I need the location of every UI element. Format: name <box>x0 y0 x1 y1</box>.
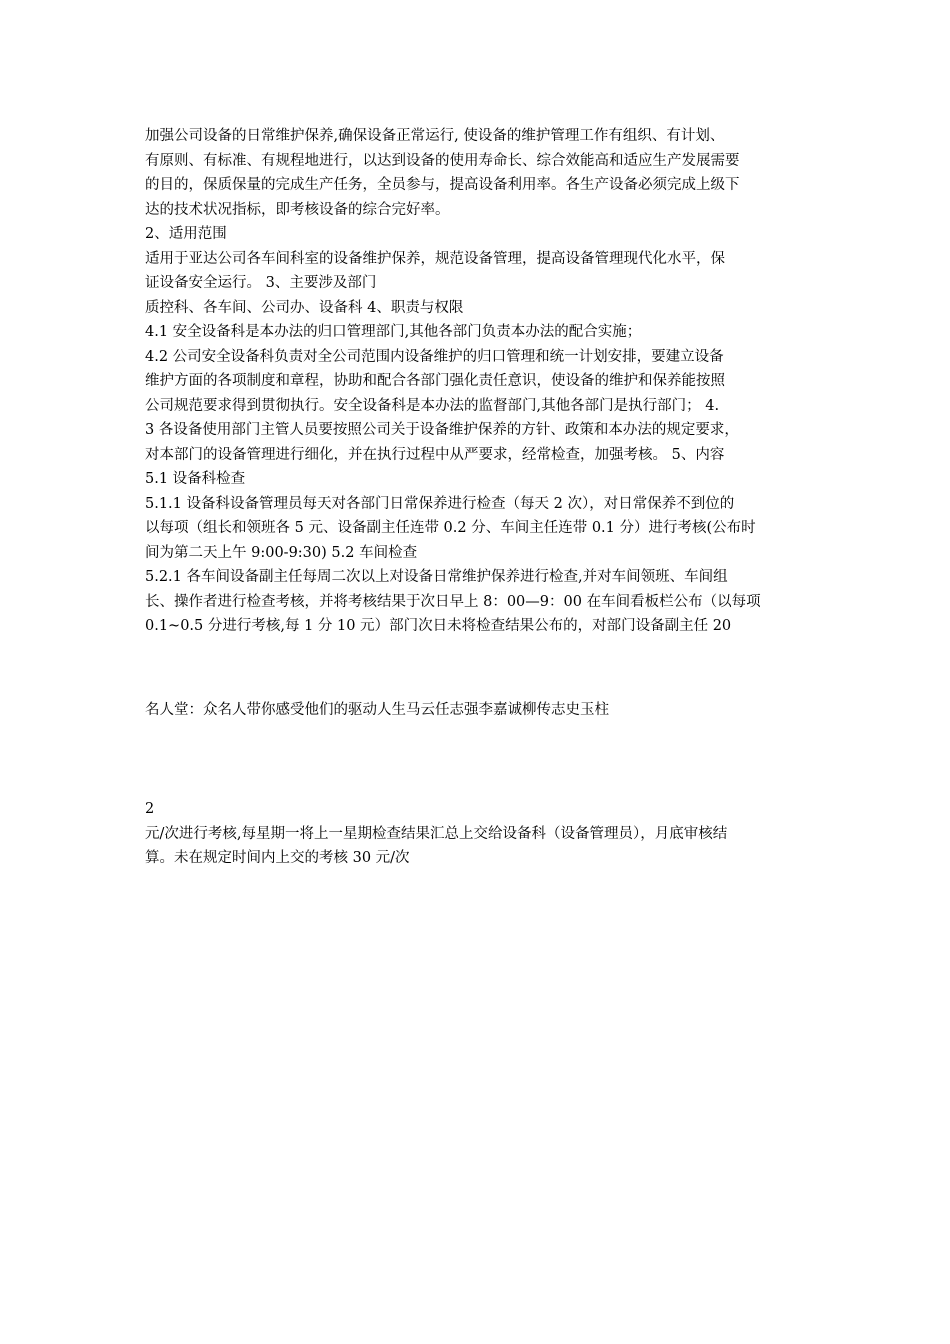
main-text-block <box>145 124 815 639</box>
text-line: 5.2.1 各车间设备副主任每周二次以上对设备日常维护保养进行检查,并对车间领班、车间组 <box>145 569 728 585</box>
text-line: 对本部门的设备管理进行细化，并在执行过程中从严要求，经常检查，加强考核。 5、内容 <box>145 446 725 463</box>
text-line: 达的技术状况指标，即考核设备的综合完好率。 <box>145 201 450 218</box>
text-line: 元/次进行考核,每星期一将上一星期检查结果汇总上交给设备科（设备管理员），月底审核结 <box>145 825 728 842</box>
text-line: 0.1~0.5 分进行考核,每 1 分 10 元）部门次日未将检查结果公布的，对部门设备副主任 20 <box>145 618 732 634</box>
text-line: 间为第二天上午 9:00-9:30) 5.2 车间检查 <box>145 544 418 561</box>
famous-people-line: 名人堂：众名人带你感受他们的驱动人生马云任志强李嘉诚柳传志史玉柱 <box>145 702 609 718</box>
famous-people-line-block <box>145 698 815 723</box>
text-line: 证设备安全运行。 3、主要涉及部门 <box>145 275 377 291</box>
text-line: 4.1 安全设备科是本办法的归口管理部门,其他各部门负责本办法的配合实施； <box>145 324 642 340</box>
text-line: 质控科、各车间、公司办、设备科 4、职责与权限 <box>145 299 464 316</box>
text-line: 以每项（组长和领班各 5 元、设备副主任连带 0.2 分、车间主任连带 0.1 分）进行考核(公布时 <box>145 520 756 536</box>
text-line: 5.1.1 设备科设备管理员每天对各部门日常保养进行检查（每天 2 次），对日常保养不到位的 <box>145 495 735 512</box>
text-line: 长、操作者进行检查考核，并将考核结果于次日早上 8：00—9：00 在车间看板栏公布（以每项 <box>145 593 761 610</box>
text-line: 加强公司设备的日常维护保养,确保设备正常运行, 使设备的维护管理工作有组织、有计划、 <box>145 128 725 144</box>
text-line: 适用于亚达公司各车间科室的设备维护保养，规范设备管理，提高设备管理现代化水平，保 <box>145 250 725 267</box>
text-line: 公司规范要求得到贯彻执行。安全设备科是本办法的监督部门,其他各部门是执行部门； 4. <box>145 397 720 414</box>
text-line: 算。未在规定时间内上交的考核 30 元/次 <box>145 850 410 866</box>
continuation-block <box>145 797 815 871</box>
section-heading: 5.1 设备科检查 <box>145 471 246 487</box>
page-number: 2 <box>145 801 155 817</box>
text-line: 有原则、有标准、有规程地进行，以达到设备的使用寿命长、综合效能高和适应生产发展需要 <box>145 152 740 169</box>
section-heading: 2、适用范围 <box>145 226 227 242</box>
text-line: 3 各设备使用部门主管人员要按照公司关于设备维护保养的方针、政策和本办法的规定要求， <box>145 422 739 438</box>
text-line: 的目的，保质保量的完成生产任务，全员参与，提高设备利用率。各生产设备必须完成上级下 <box>145 177 740 193</box>
text-line: 4.2 公司安全设备科负责对全公司范围内设备维护的归口管理和统一计划安排，要建立设备 <box>145 348 724 365</box>
text-line: 维护方面的各项制度和章程，协助和配合各部门强化责任意识，使设备的维护和保养能按照 <box>145 373 725 389</box>
